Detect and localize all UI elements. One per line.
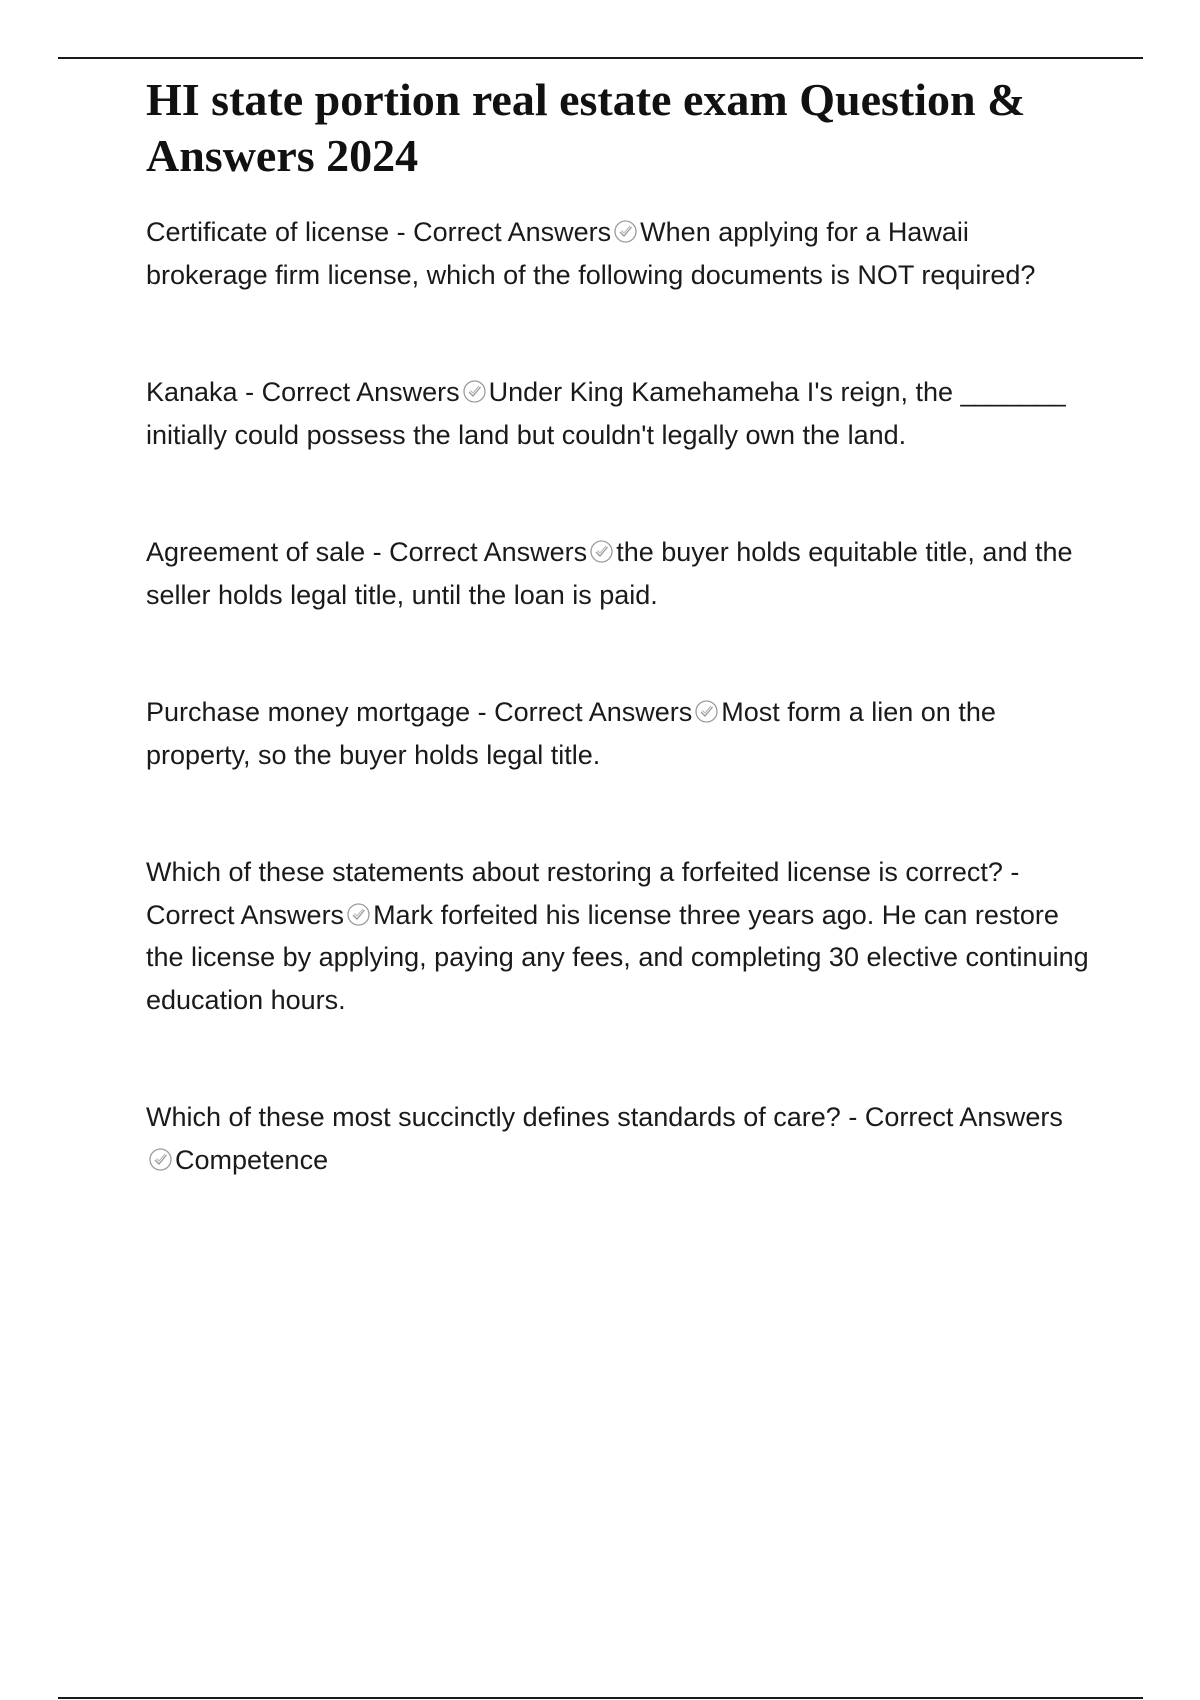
qa-answer: Mark forfeited his license three years ago. He can restore the license by applying, paying any fees, and completing 30 elective continuing education hours. xyxy=(146,899,1089,1015)
qa-item xyxy=(146,691,1091,776)
check-circle-icon xyxy=(345,901,372,928)
qa-item xyxy=(146,851,1091,1021)
document-title: HI state portion real estate exam Question & Answers 2024 xyxy=(146,74,1026,181)
check-circle-icon xyxy=(693,698,720,725)
qa-term: Certificate of license - Correct Answers xyxy=(146,217,612,247)
check-circle-icon xyxy=(612,218,639,245)
qa-answer: the buyer holds equitable title, and the seller holds legal title, until the loan is paid. xyxy=(146,537,1073,610)
document-body xyxy=(146,72,1091,1256)
qa-answer: Competence xyxy=(175,1144,329,1175)
qa-term: Which of these most succinctly defines standards of care? - Correct Answers xyxy=(146,1102,1063,1132)
qa-term: Kanaka - Correct Answers xyxy=(146,377,460,407)
qa-answer: Most form a lien on the property, so the buyer holds legal title. xyxy=(146,697,996,770)
qa-item xyxy=(146,371,1091,456)
qa-term: Which of these statements about restoring a forfeited license is correct? - Correct Answers xyxy=(146,857,1020,930)
qa-term: Purchase money mortgage - Correct Answers xyxy=(146,697,693,727)
qa-term: Agreement of sale - Correct Answers xyxy=(146,537,588,567)
qa-item xyxy=(146,531,1091,616)
top-rule xyxy=(58,57,1143,59)
qa-item xyxy=(146,1096,1091,1181)
check-circle-icon xyxy=(147,1146,174,1173)
qa-answer: Under King Kamehameha I's reign, the _______ initially could possess the land but couldn't legally own the land. xyxy=(146,377,1066,450)
bottom-rule xyxy=(58,1697,1143,1699)
check-circle-icon xyxy=(588,538,615,565)
qa-answer: When applying for a Hawaii brokerage firm license, which of the following documents is NOT required? xyxy=(146,217,1036,290)
qa-item xyxy=(146,211,1091,296)
check-circle-icon xyxy=(461,378,488,405)
